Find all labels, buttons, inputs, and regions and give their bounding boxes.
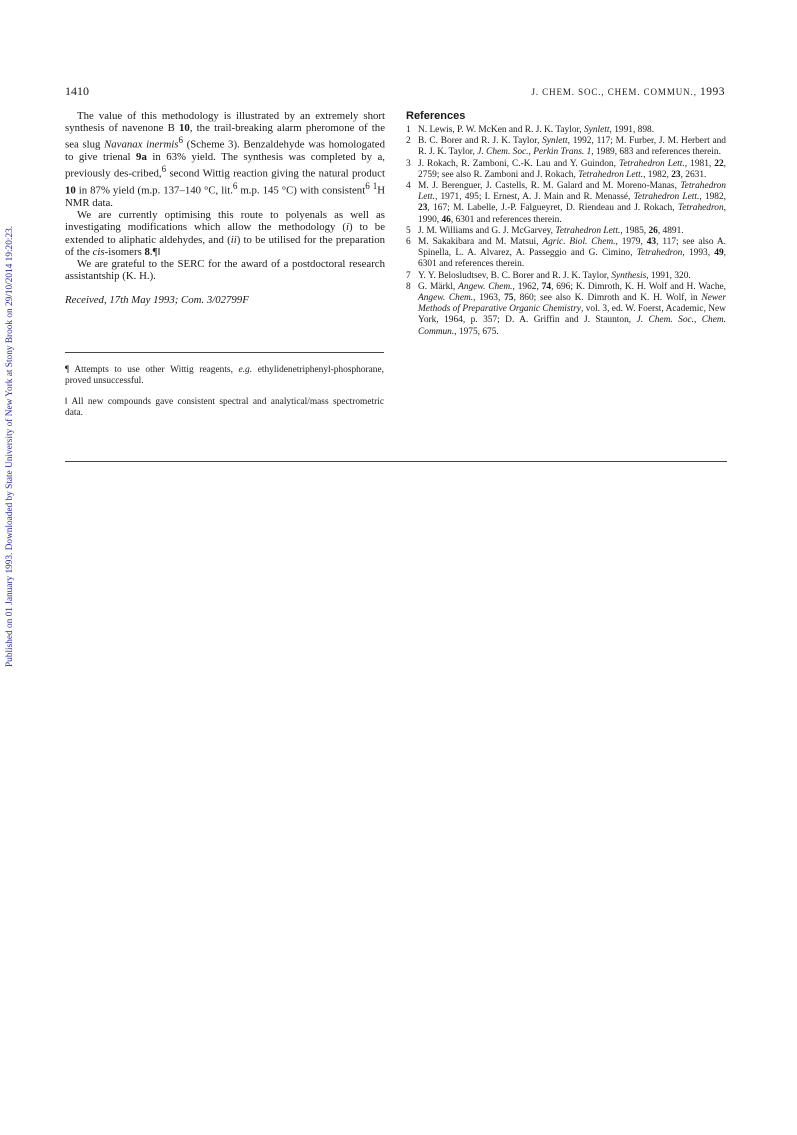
received-date: Received, 17th May 1993; Com. 3/02799F bbox=[65, 294, 249, 307]
page-number: 1410 bbox=[65, 84, 89, 98]
references-column bbox=[406, 110, 726, 338]
reference-item: 2 B. C. Borer and R. J. K. Taylor, Synlett, 1992, 117; M. Furber, J. M. Herbert and R. J. K. Taylor, J. Chem. Soc., Perkin Trans. 1, 1989, 683 and references therein. bbox=[406, 136, 726, 158]
reference-item: 8 G. Märkl, Angew. Chem., 1962, 74, 696; K. Dimroth, K. H. Wolf and H. Wache, Angew. Chem., 1963, 75, 860; see also K. Dimroth and K. H. Wolf, in Newer Methods of Preparative Organic Chemistry, vol. 3, ed. W. Foerst, Academic, New York, 1964, p. 357; D. A. Griffin and J. Staunton, J. Chem. Soc., Chem. Commun., 1975, 675. bbox=[406, 281, 727, 337]
footnote-divider bbox=[65, 352, 384, 353]
acknowledgement: We are grateful to the SERC for the award of a postdoctoral research assistantship (K. H.). bbox=[65, 258, 385, 283]
reference-item: 6 M. Sakakibara and M. Matsui, Agric. Biol. Chem., 1979, 43, 117; see also A. Spinella, L. A. Alvarez, A. Passeggio and G. Cimino, Tetrahedron, 1993, 49, 6301 and references therein. bbox=[406, 237, 727, 270]
page-bottom-rule bbox=[65, 461, 727, 462]
footnotes bbox=[65, 365, 384, 420]
reference-item: 5 J. M. Williams and G. J. McGarvey, Tetrahedron Lett., 1985, 26, 4891. bbox=[406, 225, 684, 236]
footnote-pilcrow: ¶ Attempts to use other Wittig reagents, e.g. ethylidenetriphenyl-phosphorane, proved unsuccessful. bbox=[65, 365, 384, 387]
body-paragraph-2: We are currently optimising this route to polyenals as well as investigating modifications which allow the methodology (i) to be extended to aliphatic aldehydes, and (ii) to be utilised for the preparation of the cis-isomers 8.¶‖ bbox=[65, 209, 386, 258]
references-heading: References bbox=[406, 110, 466, 122]
main-text-column bbox=[65, 110, 385, 307]
reference-item: 1 N. Lewis, P. W. McKen and R. J. K. Taylor, Synlett, 1991, 898. bbox=[406, 125, 655, 135]
reference-item: 4 M. J. Berenguer, J. Castells, R. M. Galard and M. Moreno-Manas, Tetrahedron Lett., 1971, 495; I. Ernest, A. J. Main and R. Menassé, Tetrahedron Lett., 1982, 23, 167; M. Labelle, J.-P. Falgueyret, D. Riendeau and J. Rokach, Tetrahedron, 1990, 46, 6301 and references therein. bbox=[406, 181, 727, 225]
body-paragraph-1: The value of this methodology is illustrated by an extremely short synthesis of navenone B 10, the trail-breaking alarm pheromone of the sea slug Navanax inermis$^6$ (Scheme 3). Benzaldehyde was homologated to give trienal 9a in 63% yield. The synthesis was completed by a, previously des-cribed,$^6$ second Wittig reaction giving the natural product 10 in 87% yield (m.p. 137–140 °C, lit.$^6$ m.p. 145 °C) with consistent$^6$ $^1$H NMR data. bbox=[65, 110, 385, 209]
reference-item: 3 J. Rokach, R. Zamboni, C.-K. Lau and Y. Guindon, Tetrahedron Lett., 1981, 22, 2759; see also R. Zamboni and J. Rokach, Tetrahedron Lett., 1982, 23, 2631. bbox=[406, 158, 727, 180]
journal-year: 1993 bbox=[700, 86, 725, 98]
journal-name: J. CHEM. SOC., CHEM. COMMUN., bbox=[531, 87, 697, 97]
running-head bbox=[460, 86, 725, 98]
footnote-parallel: ‖ All new compounds gave consistent spectral and analytical/mass spectrometric data. bbox=[65, 396, 384, 419]
reference-item: 7 Y. Y. Belosludtsev, B. C. Borer and R. J. K. Taylor, Synthesis, 1991, 320. bbox=[406, 270, 691, 281]
publication-side-note: Published on 01 January 1993. Downloaded by State University of New York at Stony Brook on 29/10/2014 19:20:23. bbox=[5, 225, 15, 667]
